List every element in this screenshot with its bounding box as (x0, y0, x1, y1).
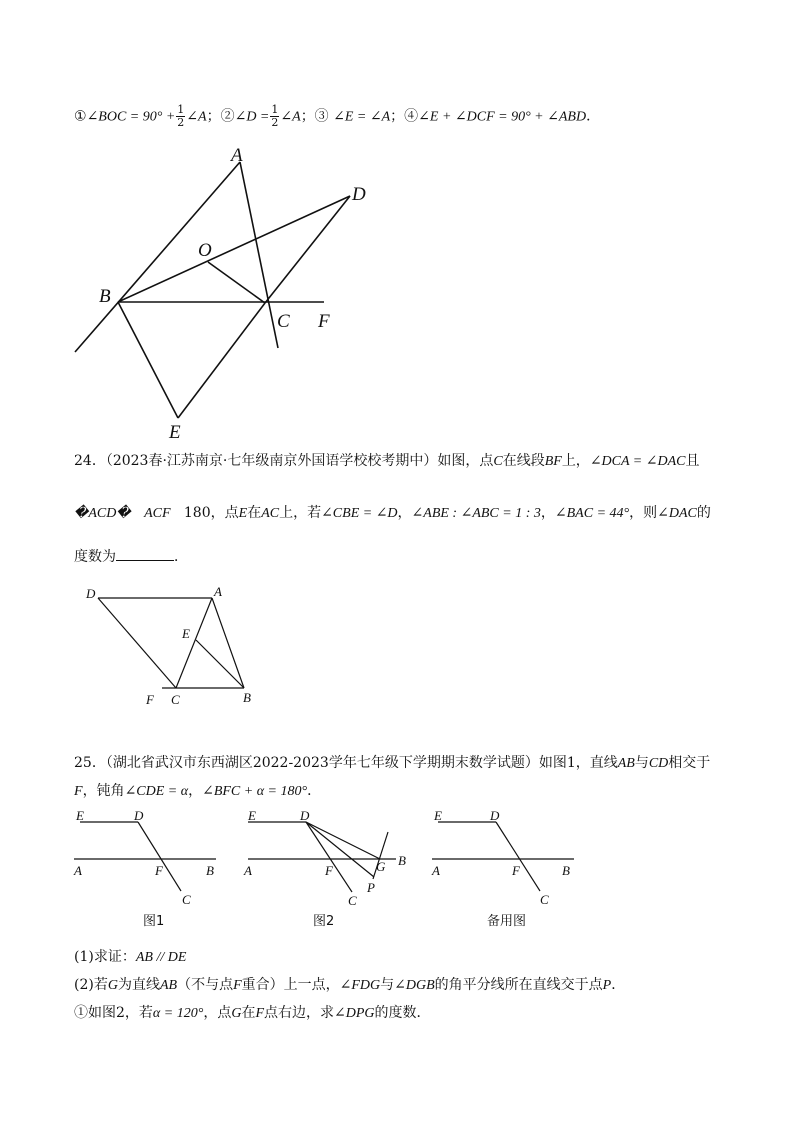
caption-fig2: 图2 (313, 914, 335, 929)
q25-subpart-1: ①如图2，若α = 120°，点G在F点右边，求∠DPG的度数． (74, 1005, 431, 1021)
fig2-label-F: F (325, 863, 333, 878)
statement-2-marker: ；② (206, 108, 235, 125)
label-C: C (171, 692, 180, 707)
statement-3-marker: ；③ (300, 108, 329, 125)
label-B: B (243, 690, 251, 705)
fig2-label-B: B (398, 853, 406, 868)
statement-1-expr: ∠BOC = 90° + (86, 109, 176, 125)
fig2-label-A: A (244, 863, 252, 878)
caption-spare: 备用图 (487, 914, 527, 929)
fig1-label-E: E (76, 808, 84, 823)
q25-part-1: (1)求证：AB // DE (74, 949, 187, 965)
label-E: E (182, 626, 190, 641)
fig1-label-C: C (182, 892, 191, 907)
question-number-25: 25． (74, 755, 106, 771)
statement-4-marker: ；④ (390, 108, 419, 125)
fig1-label-B: B (206, 863, 214, 878)
label-O: O (198, 240, 212, 261)
fig2-label-P: P (367, 880, 375, 895)
fig1-label-A: A (74, 863, 82, 878)
spare-label-C: C (540, 892, 549, 907)
q25-part-2: (2)若G为直线AB（不与点F重合）上一点，∠FDG与∠DGB的角平分线所在直线交于点P． (74, 977, 626, 993)
fig2-label-D: D (300, 808, 310, 823)
spare-label-D: D (490, 808, 500, 823)
label-D: D (86, 586, 96, 601)
fraction-one-half-2: $\frac{1}{2}$ (271, 103, 279, 129)
q24-line-2: �ACD� ACF 180，点E在AC上，若∠CBE = ∠D，∠ABE : ∠ABC = 1 : 3，∠BAC = 44°，则∠DAC的 (74, 505, 711, 521)
fig2-label-G: G (376, 859, 386, 874)
q25-line-1: 25．（湖北省武汉市东西湖区2022-2023学年七年级下学期期末数学试题）如图1，直线AB与CD相交于 (74, 755, 711, 771)
label-F: F (318, 311, 330, 332)
spare-label-A: A (432, 863, 440, 878)
fraction-one-half: $\frac{1}{2}$ (177, 103, 185, 129)
q24-line-1: 24．（2023春·江苏南京·七年级南京外国语学校校考期中）如图，点C在线段BF上，∠DCA = ∠DAC且 (74, 453, 700, 469)
q24-line-3: 度数为 ． (74, 549, 188, 565)
statement-1-marker: ① (74, 108, 87, 125)
spare-label-F: F (512, 863, 520, 878)
fig2-label-E: E (248, 808, 256, 823)
label-F: F (146, 692, 154, 707)
q23-statements: ①∠BOC = 90° + $\frac{1}{2}$ ∠A；②∠D = $\frac{1}{2}$ ∠A；③ ∠E = ∠A；④∠E + ∠DCF = 90° + ∠ABD． (74, 103, 601, 129)
answer-blank[interactable] (116, 548, 174, 561)
caption-fig1: 图1 (143, 914, 165, 929)
q25-line-2: F，钝角∠CDE = α，∠BFC + α = 180°． (74, 783, 322, 799)
spare-label-E: E (434, 808, 442, 823)
label-A: A (214, 584, 222, 599)
statement-4-expr: ∠E + ∠DCF = 90° + ∠ABD (418, 109, 587, 125)
fig2-label-C: C (348, 893, 357, 908)
fig1-label-D: D (134, 808, 144, 823)
label-E: E (169, 422, 181, 443)
label-B: B (99, 286, 111, 307)
statement-2-expr: ∠D = (234, 109, 270, 125)
question-number-24: 24． (74, 453, 106, 469)
spare-label-B: B (562, 863, 570, 878)
label-A: A (231, 145, 243, 166)
statement-3-expr: ∠E = ∠A (333, 109, 391, 125)
fig1-label-F: F (155, 863, 163, 878)
label-D: D (352, 184, 366, 205)
label-C: C (277, 311, 290, 332)
